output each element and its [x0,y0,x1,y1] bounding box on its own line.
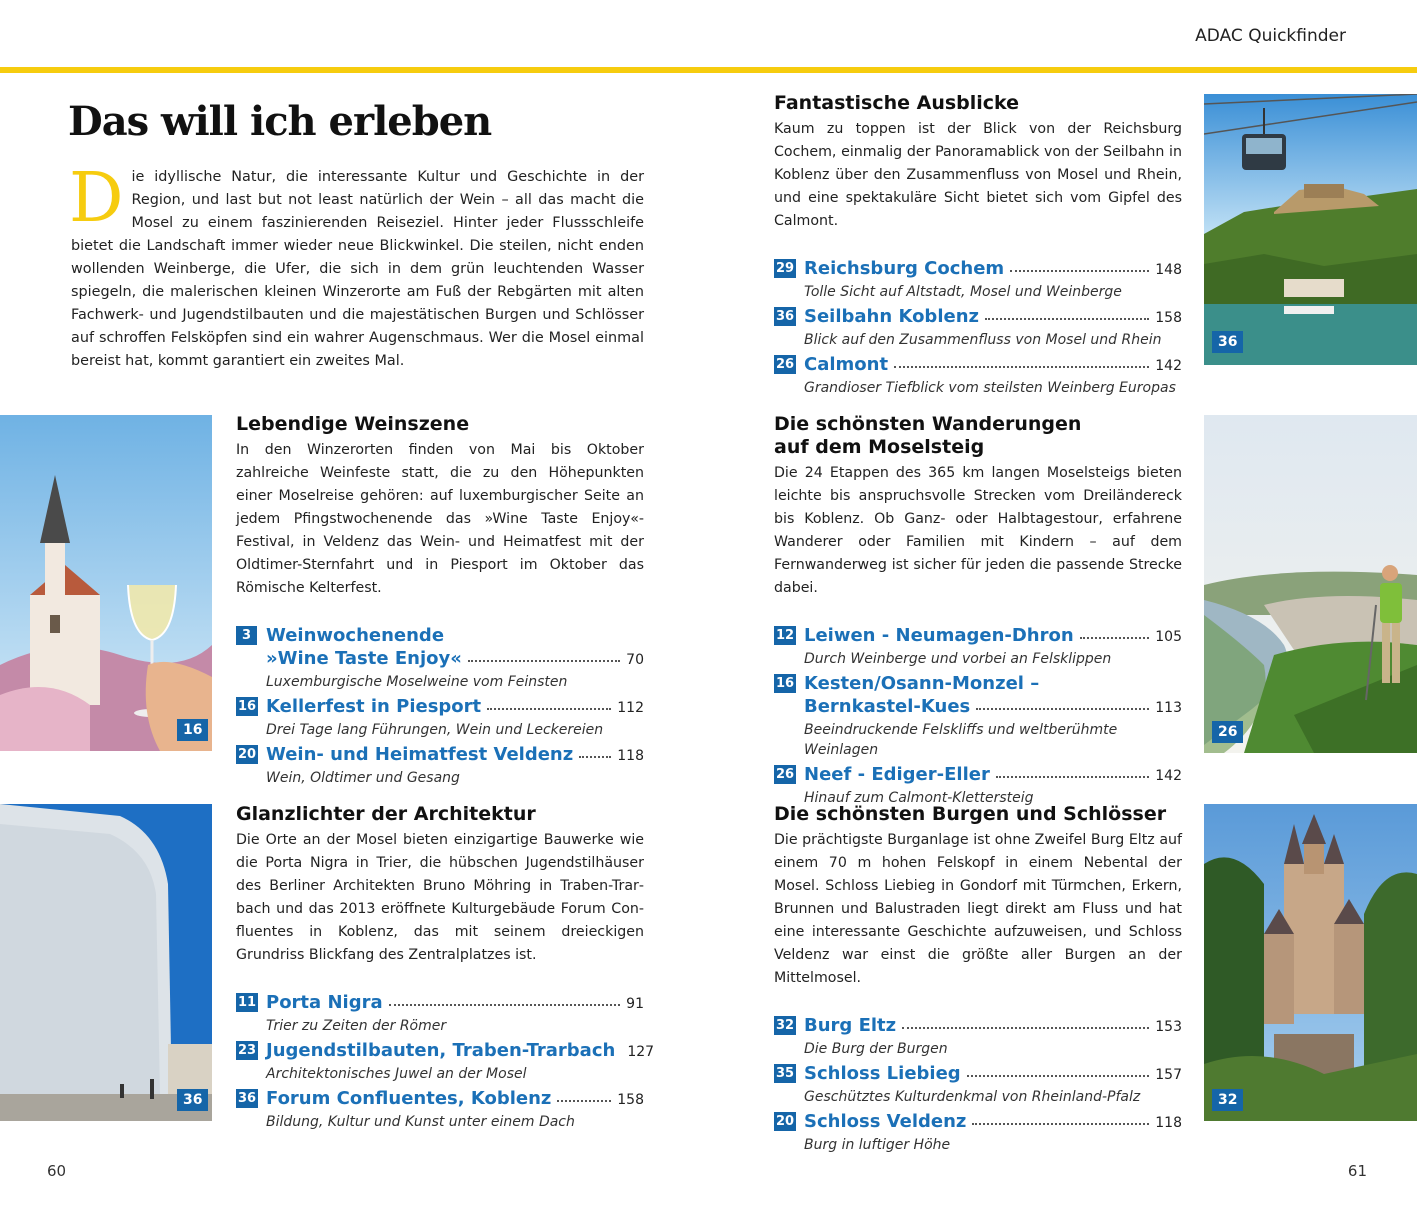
leader-dots [1010,270,1149,272]
page-title: Das will ich erleben [68,98,492,145]
entry-page: 105 [1155,629,1182,645]
entry-subtitle: Architektonisches Juwel an der Mosel [266,1066,527,1082]
entry-number: 29 [776,261,795,276]
entry-list [774,1014,1182,1155]
photo-badge: 32 [1212,1089,1243,1111]
photo-badge: 26 [1212,721,1243,743]
entry-subtitle: Durch Weinberge und vorbei an Felsklippen [804,651,1112,667]
entry-page: 113 [1155,700,1182,716]
entry-kellerfest-piesport[interactable] [236,695,644,740]
page-number-right: 61 [1347,1162,1367,1180]
entry-number: 35 [776,1066,795,1081]
section-architektur [236,803,655,1135]
entry-calmont[interactable] [774,353,1182,398]
section-weinszene [236,413,644,791]
entry-burg-eltz[interactable] [774,1014,1182,1059]
entry-page: 112 [617,700,644,716]
entry-number: 12 [776,628,795,643]
entry-kesten-bernkastel[interactable] [774,672,1182,760]
entry-subtitle: Drei Tage lang Führungen, Wein und Leckereien [266,722,604,738]
photo-burg-eltz [1204,804,1417,1121]
entry-subtitle: Burg in luftiger Höhe [804,1137,951,1153]
entry-list [236,624,644,788]
entry-title[interactable]: Bernkastel-Kues [804,696,971,717]
entry-page: 70 [626,652,644,668]
entry-schloss-liebieg[interactable] [774,1062,1182,1107]
entry-subtitle: Die Burg der Burgen [804,1041,948,1057]
entry-page: 157 [1155,1067,1182,1083]
leader-dots [1080,637,1150,639]
leader-dots [985,318,1149,320]
leader-dots [894,366,1149,368]
section-heading: Die schönsten Burgen und Schlösser [774,803,1167,825]
leader-dots [557,1100,611,1102]
section-body: Kaum zu toppen ist der Blick von der Reichsburg Cochem, einmalig der Panoramablick von der Seilbahn in Koblenz über den Zusammenfluss von Mosel und Rhein, und eine spektakuläre Sicht bietet sich vom Gipfel des Calmont. [774,121,1182,229]
intro-text: ie idyllische Natur, die interessante Kultur und Geschichte in der Region, und last but not least natürlich der Wein – all das macht die Mosel zu einem faszinierenden Reiseziel. Hinter jeder Flussschleife bietet die Landschaft immer wieder neue Blickwinkel. Die steilen, nicht enden wollenden Weinberge, die Ufer, die sich in dem grün leuchtenden Wasser spiegeln, die malerischen kleinen Winzerorte am Fuß der Rebgärten mit alten Fachwerk- und Jugendstilbauten und die majestätischen Burgen und Schlösser auf schroffen Felsköpfen sind ein wahrer Augenschmaus. Wer die Mosel einmal bereist hat, kommt garantiert ein zweites Mal. [71,169,644,369]
page-number-left: 60 [47,1162,67,1180]
yellow-rule [0,67,1417,73]
entry-subtitle: Grandioser Tiefblick vom steilsten Weinberg Europas [804,380,1176,396]
entry-page: 118 [1155,1115,1182,1131]
entry-number: 36 [238,1091,257,1106]
entry-neef-ediger[interactable] [774,763,1182,808]
entry-title[interactable]: Seilbahn Koblenz [804,306,979,327]
photo-badge: 36 [177,1089,208,1111]
entry-title[interactable]: Schloss Veldenz [804,1111,967,1132]
entry-page: 91 [626,996,644,1012]
entry-title-line1[interactable]: Kesten/Osann-Monzel – [804,673,1040,694]
entry-subtitle: Blick auf den Zusammenfluss von Mosel und Rhein [804,332,1162,348]
section-ausblicke [774,92,1182,401]
entry-porta-nigra[interactable] [236,991,644,1036]
entry-number: 26 [776,357,795,372]
entry-title[interactable]: Porta Nigra [266,992,383,1013]
section-heading: Die schönsten Wanderungen auf dem Moselsteig [774,413,1082,458]
entry-reichsburg-cochem[interactable] [774,257,1182,302]
photo-forum-confluentes [0,804,212,1121]
entry-title[interactable]: Leiwen - Neumagen-Dhron [804,625,1074,646]
entry-subtitle: Tolle Sicht auf Altstadt, Mosel und Weinberge [804,284,1122,300]
entry-jugendstil-traben[interactable] [236,1039,655,1084]
section-body: Die 24 Etappen des 365 km langen Moselsteigs bieten leichte bis anspruchsvolle Strecken vom Dreiländereck bis Koblenz. Ob Ganz- oder Halbtagestour, erfahrene Wanderer oder Familien mit Kindern – auf dem Fernwanderweg ist sicher für jeden die passende Strecke dabei. [774,465,1182,596]
entry-page: 158 [617,1092,644,1108]
leader-dots [468,660,620,662]
entry-subtitle: Geschütztes Kulturdenkmal von Rheinland-Pfalz [804,1089,1141,1105]
entry-number: 20 [238,747,257,762]
entry-number: 11 [238,995,257,1010]
section-heading: Fantastische Ausblicke [774,92,1020,114]
entry-subtitle: Trier zu Zeiten der Römer [266,1018,447,1034]
leader-dots [996,776,1149,778]
entry-number: 36 [776,309,795,324]
entry-page: 142 [1155,768,1182,784]
section-wanderungen [774,413,1182,811]
entry-title[interactable]: Wein- und Heimatfest Veldenz [266,744,574,765]
entry-schloss-veldenz[interactable] [774,1110,1182,1155]
entry-seilbahn-koblenz[interactable] [774,305,1182,350]
leader-dots [902,1027,1149,1029]
entry-wine-taste-enjoy[interactable] [236,624,644,692]
entry-list [774,624,1182,808]
photo-seilbahn-koblenz [1204,94,1417,365]
entry-title-line1[interactable]: Weinwochenende [266,625,445,646]
entry-number: 16 [776,676,795,691]
section-body: Die prächtigste Burganlage ist ohne Zweifel Burg Eltz auf einem 70 m hohen Felskopf in einem Nebental der Mosel. Schloss Liebieg in Gondorf mit Türmchen, Erkern, Brunnen und Balustraden liegt direkt am Fluss und hat eine interessante Geschichte aufzuweisen, und Schloss Veldenz war einst die größte aller Burgen an der Mittelmosel. [774,832,1182,986]
entry-forum-confluentes[interactable] [236,1087,644,1132]
entry-leiwen-neumagen[interactable] [774,624,1182,669]
entry-page: 148 [1155,262,1182,278]
entry-title[interactable]: Calmont [804,354,889,375]
quickfinder-label: ADAC Quickfinder [1195,26,1346,46]
section-heading: Glanzlichter der Architektur [236,803,536,825]
entry-subtitle: Beeindruckende Felskliffs und weltberühmte Weinlagen [804,722,1118,758]
entry-list [774,257,1182,398]
leader-dots [389,1004,621,1006]
photo-badge: 16 [177,719,208,741]
entry-page: 153 [1155,1019,1182,1035]
entry-number: 16 [238,699,257,714]
entry-page: 158 [1155,310,1182,326]
entry-subtitle: Luxemburgische Moselweine vom Feinsten [266,674,568,690]
entry-title[interactable]: »Wine Taste Enjoy« [266,648,462,669]
leader-dots [976,708,1149,710]
entry-title[interactable]: Kellerfest in Piesport [266,696,482,717]
entry-page: 142 [1155,358,1182,374]
entry-subtitle: Wein, Oldtimer und Gesang [266,770,460,786]
section-heading: Lebendige Weinszene [236,413,470,435]
entry-number: 3 [236,626,257,645]
entry-number: 23 [238,1043,257,1058]
entry-subtitle: Hinauf zum Calmont-Klettersteig [804,790,1034,806]
leader-dots [967,1075,1150,1077]
photo-wine-glass-church [0,415,212,751]
entry-title[interactable]: Forum Confluentes, Koblenz [266,1088,552,1109]
entry-page: 118 [617,748,644,764]
photo-moselsteig [1204,415,1417,753]
entry-number: 32 [776,1018,795,1033]
leader-dots [579,756,611,758]
entry-title[interactable]: Jugendstilbauten, Traben-Trarbach [266,1040,616,1061]
entry-subtitle: Bildung, Kultur und Kunst unter einem Dach [266,1114,575,1130]
dropcap: D [69,159,124,238]
entry-list [236,991,655,1132]
section-body: Die Orte an der Mosel bieten einzigartige Bauwerke wie die Porta Nigra in Trier, die hübschen Jugendstilhäuser des Berliner Architekten Bruno Möhring in Traben-Trarbach und das 2013 eröffnete Kulturgebäude Forum Confluentes in Koblenz, das mit seinem dreieckigen Grundriss Blickfang des Zentralplatzes ist. [236,832,644,963]
entry-title[interactable]: Reichsburg Cochem [804,258,1005,279]
intro-paragraph [69,159,644,373]
entry-title[interactable]: Schloss Liebieg [804,1063,961,1084]
photo-badge: 36 [1212,331,1243,353]
entry-number: 20 [776,1114,795,1129]
entry-title[interactable]: Burg Eltz [804,1015,897,1036]
leader-dots [972,1123,1149,1125]
entry-number: 26 [776,767,795,782]
entry-page: 127 [627,1044,655,1060]
leader-dots [487,708,611,710]
entry-heimatfest-veldenz[interactable] [236,743,644,788]
entry-title[interactable]: Neef - Ediger-Eller [804,764,990,785]
section-burgen [774,803,1182,1158]
section-body: In den Winzerorten finden von Mai bis Oktober zahlreiche Weinfeste statt, die zu den Höhepunkten einer Moselreise gehören: auf luxemburgischer Seite an jedem Pfingstwochenende das »Wine Taste Enjoy«-Festival, in Veldenz das Wein- und Heimatfest mit der Oldtimer-Sternfahrt und in Piesport im Oktober das Römische Kelterfest. [236,442,644,596]
